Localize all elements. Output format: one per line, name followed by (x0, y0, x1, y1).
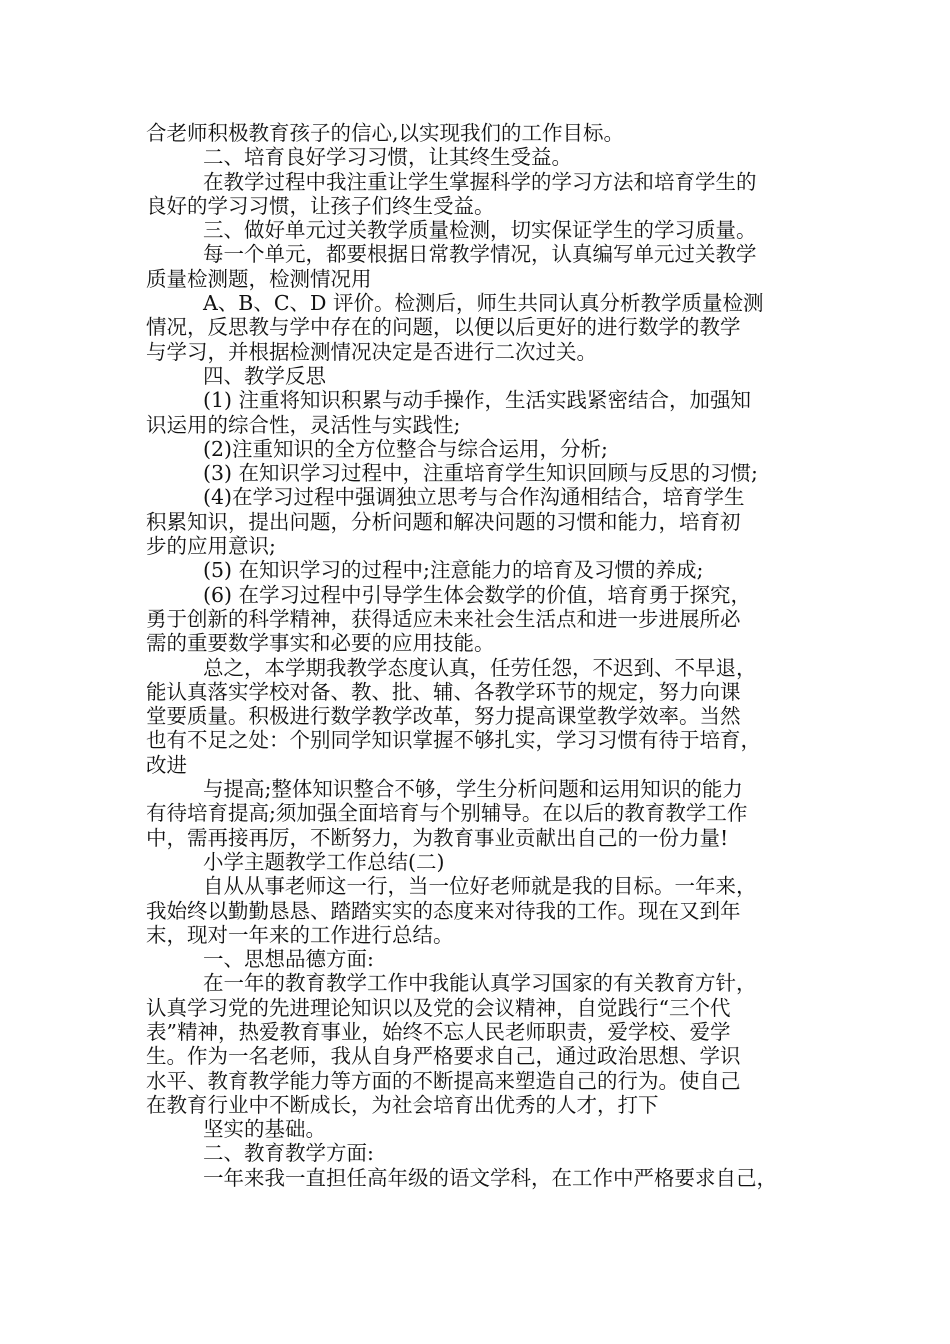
paragraph-line: (2)注重知识的全方位整合与综合运用，分析; (203, 436, 608, 461)
paragraph-line: 良好的学习习惯，让孩子们终生受益。 (146, 193, 495, 218)
paragraph-line: 认真学习党的先进理论知识以及党的会议精神，自觉践行“三个代 (146, 995, 731, 1020)
paragraph-line: 质量检测题，检测情况用 (146, 266, 372, 291)
paragraph-line: 勇于创新的科学精神，获得适应未来社会生活点和进一步进展所必 (146, 606, 741, 631)
paragraph-line: 二、培育良好学习习惯，让其终生受益。 (203, 145, 572, 170)
paragraph-line: (6) 在学习过程中引导学生体会数学的价值，培育勇于探究， (203, 582, 752, 607)
paragraph-line: 堂要质量。积极进行数学教学改革，努力提高课堂教学效率。当然 (146, 704, 741, 729)
paragraph-line: 能认真落实学校对备、教、批、辅、各教学环节的规定，努力向课 (146, 679, 741, 704)
paragraph-line: 也有不足之处：个别同学知识掌握不够扎实，学习习惯有待于培育， (146, 728, 761, 753)
paragraph-line: 一、思想品德方面: (203, 947, 374, 972)
document-body-text (146, 121, 826, 1190)
paragraph-line: 步的应用意识; (146, 534, 276, 559)
paragraph-line: (5) 在知识学习的过程中;注意能力的培育及习惯的养成; (203, 558, 704, 583)
paragraph-line: 四、教学反思 (203, 363, 326, 388)
paragraph-line: 生。作为一名老师，我从自身严格要求自己，通过政治思想、学识 (146, 1044, 741, 1069)
paragraph-line: 坚实的基础。 (203, 1117, 326, 1142)
paragraph-line: 在教学过程中我注重让学生掌握科学的学习方法和培育学生的 (203, 169, 757, 194)
paragraph-line: 在教育行业中不断成长，为社会培育出优秀的人才，打下 (146, 1092, 659, 1117)
paragraph-line: 与学习，并根据检测情况决定是否进行二次过关。 (146, 339, 597, 364)
paragraph-line: 需的重要数学事实和必要的应用技能。 (146, 631, 495, 656)
paragraph-line: 一年来我一直担任高年级的语文学科，在工作中严格要求自己， (203, 1165, 777, 1190)
paragraph-line: 表”精神，热爱教育事业，始终不忘人民老师职责，爱学校、爱学 (146, 1019, 731, 1044)
paragraph-line: A、B、C、D 评价。检测后，师生共同认真分析教学质量检测 (203, 291, 764, 316)
paragraph-line: 三、做好单元过关教学质量检测，切实保证学生的学习质量。 (203, 218, 757, 243)
paragraph-line: 小学主题教学工作总结(二) (203, 849, 445, 874)
paragraph-line: 在一年的教育教学工作中我能认真学习国家的有关教育方针， (203, 971, 757, 996)
paragraph-line: 积累知识，提出问题，分析问题和解决问题的习惯和能力，培育初 (146, 509, 741, 534)
paragraph-line: 总之，本学期我教学态度认真，任劳任怨，不迟到、不早退， (203, 655, 757, 680)
paragraph-line: 合老师积极教育孩子的信心,以实现我们的工作目标。 (146, 121, 625, 145)
paragraph-line: 识运用的综合性，灵活性与实践性; (146, 412, 461, 437)
paragraph-line: 每一个单元，都要根据日常教学情况，认真编写单元过关教学 (203, 242, 757, 267)
paragraph-line: (4)在学习过程中强调独立思考与合作沟通相结合，培育学生 (203, 485, 745, 510)
paragraph-line: (3) 在知识学习过程中，注重培育学生知识回顾与反思的习惯; (203, 461, 758, 486)
paragraph-line: 有待培育提高;须加强全面培育与个别辅导。在以后的教育教学工作 (146, 801, 748, 826)
paragraph-line: 自从从事老师这一行，当一位好老师就是我的目标。一年来， (203, 874, 757, 899)
paragraph-line: 水平、教育教学能力等方面的不断提高来塑造自己的行为。使自己 (146, 1068, 741, 1093)
paragraph-line: 情况，反思教与学中存在的问题，以便以后更好的进行数学的教学 (146, 315, 741, 340)
paragraph-line: 中，需再接再厉，不断努力，为教育事业贡献出自己的一份力量! (146, 825, 729, 850)
paragraph-line: 二、教育教学方面: (203, 1141, 374, 1166)
paragraph-line: (1) 注重将知识积累与动手操作，生活实践紧密结合，加强知 (203, 388, 752, 413)
paragraph-line: 与提高;整体知识整合不够，学生分析问题和运用知识的能力 (203, 777, 743, 802)
paragraph-line: 我始终以勤勤恳恳、踏踏实实的态度来对待我的工作。现在又到年 (146, 898, 741, 923)
paragraph-line: 末，现对一年来的工作进行总结。 (146, 922, 454, 947)
paragraph-line: 改进 (146, 752, 187, 777)
